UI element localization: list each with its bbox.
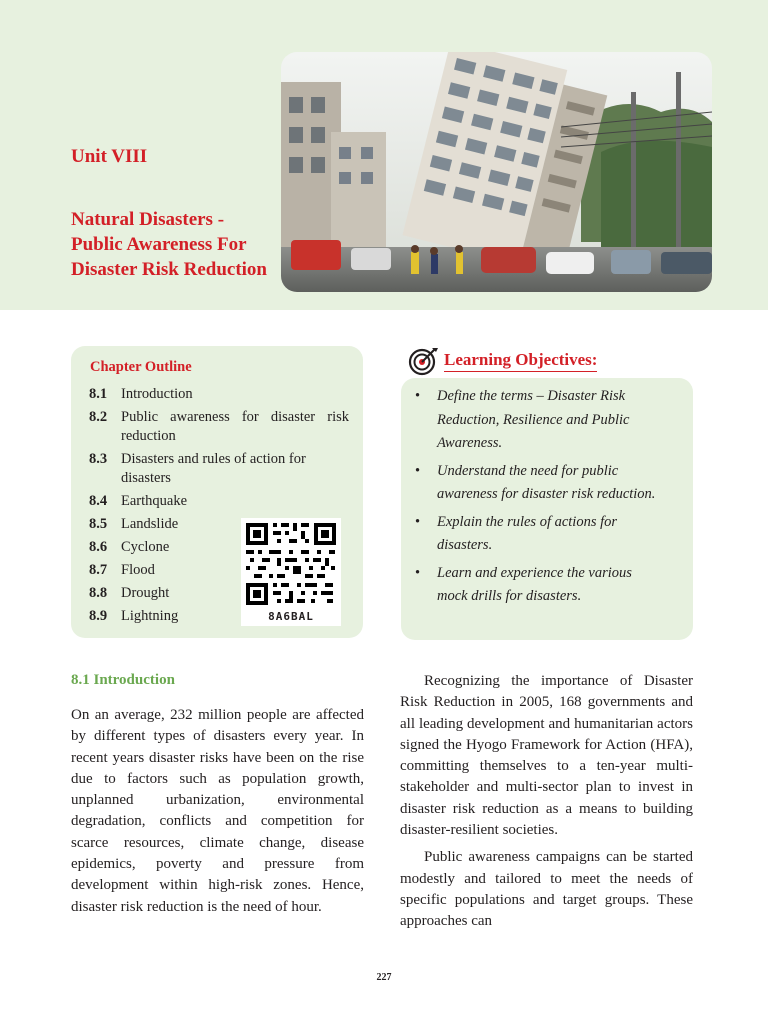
outline-item-number: 8.4 (89, 493, 108, 509)
public-awareness-paragraph: Public awareness campaigns can be started modestly and tailored to meet the needs of specific populations and target groups. These approaches can (400, 849, 693, 930)
qr-code-icon (241, 518, 341, 610)
outline-item-label: Earthquake (121, 493, 188, 509)
left-column (71, 705, 364, 918)
chapter-outline-panel (71, 346, 363, 638)
outline-item-label: Public awareness for disaster risk reduction (121, 409, 349, 444)
outline-item-number: 8.9 (89, 608, 108, 624)
objective-text: Explain the rules of actions for disasters. (437, 513, 618, 553)
section-heading: 8.1 Introduction (71, 672, 175, 688)
outline-item-label: Flood (121, 562, 155, 578)
learning-objectives-list (415, 385, 665, 613)
right-column (400, 671, 693, 933)
hyogo-paragraph: Recognizing the importance of Disaster Risk Reduction in 2005, 168 governments and all leading development and humanitarian actors signed the Hyogo Framework for Action (HFA), committing themselves to a ten-year multi-stakeholder and multi-sector plan to invest in disaster risk reduction as a means to building disaster-resilient societies. (400, 673, 693, 839)
target-icon (407, 346, 439, 376)
outline-item-label: Disasters and rules of action for disasters (121, 451, 306, 486)
outline-item-number: 8.3 (89, 451, 108, 467)
outline-item-label: Introduction (121, 386, 193, 402)
qr-code[interactable] (241, 518, 341, 626)
objective-item (415, 385, 665, 456)
outline-item-label: Drought (121, 585, 170, 601)
unit-title: Unit VIII (71, 146, 148, 167)
outline-item-number: 8.2 (89, 409, 108, 425)
outline-item-number: 8.1 (89, 386, 108, 402)
learning-objectives-title: Learning Objectives: (444, 350, 597, 372)
intro-paragraph: On an average, 232 million people are affected by different types of disasters every year. In recent years disaster risks have been on the rise due to factors such as population growth, unplanned urbanization, environmental degradation, conflicts and competition for scarce resources, climate change, disease epidemics, poverty and pressure from development within high-risk zones. Hence, disaster risk reduction is the need of hour. (71, 707, 364, 915)
bullet-icon: • (415, 564, 421, 581)
objective-item (415, 562, 665, 609)
outline-item (89, 385, 349, 404)
chapter-outline-title: Chapter Outline (90, 359, 192, 375)
qr-code-label: 8A6BAL (268, 610, 314, 623)
outline-item-label: Lightning (121, 608, 179, 624)
outline-item (89, 408, 349, 446)
outline-item (89, 492, 349, 511)
bullet-icon: • (415, 462, 421, 479)
bullet-icon: • (415, 513, 421, 530)
bullet-icon: • (415, 388, 421, 404)
outline-item-number: 8.5 (89, 516, 108, 532)
outline-item-label: Landslide (121, 516, 179, 532)
objective-text: Understand the need for public awareness for disaster risk reduction. (437, 462, 656, 502)
outline-item-label: Cyclone (121, 539, 170, 555)
outline-item (89, 450, 349, 488)
objective-text: Define the terms – Disaster Risk Reduction, Resilience and Public Awareness. (437, 388, 630, 451)
outline-item-number: 8.6 (89, 539, 108, 555)
outline-item-number: 8.8 (89, 585, 108, 601)
objective-item (415, 460, 665, 507)
chapter-title: Natural Disasters - Public Awareness For Disaster Risk Reduction (71, 209, 267, 280)
earthquake-collapsed-building-photo (281, 52, 712, 292)
learning-objectives-panel (401, 378, 693, 640)
page-number: 227 (376, 972, 392, 983)
learning-objectives-header (407, 346, 707, 376)
outline-item-number: 8.7 (89, 562, 108, 578)
objective-item (415, 511, 665, 558)
objective-text: Learn and experience the various mock drills for disasters. (437, 564, 632, 604)
